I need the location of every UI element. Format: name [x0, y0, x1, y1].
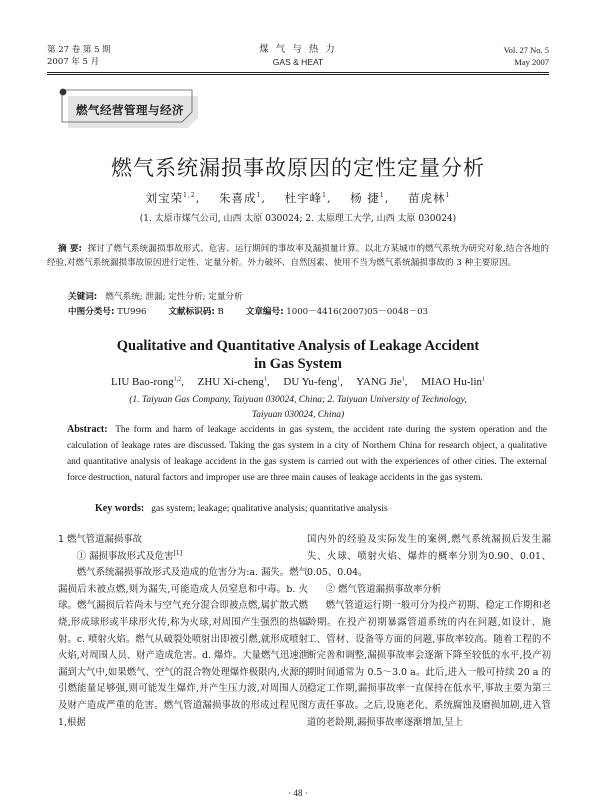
paper-title-en-line2: in Gas System — [254, 356, 342, 372]
author-affil-mark: 1 — [379, 192, 385, 200]
page-number: · 48 · — [288, 788, 308, 798]
author-affil-mark-en: 1 — [263, 376, 267, 383]
header-rule-thin — [47, 74, 549, 75]
author-name-en: DU Yu-feng — [283, 376, 338, 388]
subsection-heading: ② 燃气管道漏损事故率分析 — [325, 583, 442, 595]
author-name: 杜宇峰 — [284, 191, 323, 205]
author-affil-mark: 1,2 — [183, 192, 196, 200]
affiliation-cn: (1. 太原市煤气公司, 山西 太原 030024; 2. 太原理工大学, 山西 太原 030024) — [139, 214, 457, 224]
journal-name-cn: 煤 气 与 热 力 — [259, 44, 337, 55]
abstract-label-en: Abstract: — [67, 424, 108, 435]
author-affil-mark-en: 1,2 — [173, 376, 182, 383]
author-name-en: ZHU Xi-cheng — [197, 376, 264, 388]
author-name: 苗虎林 — [407, 191, 446, 205]
citation-ref: [1] — [173, 549, 183, 557]
doc-code-label: 文献标识码: — [168, 307, 215, 317]
column-label: 燃气经营管理与经济 — [76, 103, 184, 117]
clc-label: 中图分类号: — [68, 307, 115, 317]
author-affil-mark: 1 — [322, 192, 327, 200]
author-affil-mark-en: 1 — [401, 376, 405, 383]
volume-issue: 第 27 卷 第 5 期 — [47, 45, 111, 55]
affiliation-en-line2: Taiyuan 030024, China) — [251, 410, 345, 420]
abstract-text-cn: 探讨了燃气系统漏损事故形式、危害、运行期间的事故率及漏损量计算。以北方某城市的燃气系统为研究对象,结合各地的经验,对燃气系统漏损事故原因进行定性、定量分析。外力破坏、自然因素、使用不当为燃气系统漏损事故的 3 种主要原因。 — [47, 244, 550, 269]
body-column-left — [58, 532, 308, 731]
subsection-title: ① 漏损事故形式及危害 — [76, 550, 174, 562]
abstract-cn — [47, 242, 549, 270]
author-list-en: LIU Bao-rong$^{1,2}$, ZHU Xi-cheng$^1$, DU Yu-feng$^1$, YANG Jie$^1$, MIAO Hu-lin$^1$ — [110, 376, 486, 388]
author-name: 刘宝荣 — [145, 191, 184, 205]
author-affil-mark-en: 1 — [337, 376, 341, 383]
doc-code-value: B — [217, 307, 224, 317]
abstract-en — [67, 422, 547, 486]
journal-volume-info-en — [504, 44, 549, 68]
body-paragraph: 燃气管道运行期一般可分为投产初期、稳定工作期和老龄期。在投产初期暴露管道系统的内在问题,如设计、施工、管材、设备等方面的问题,事故率较高。随着工程的不断完善和调整,漏损事故率会逐渐下降至较低的水平,投产初期时间通常为 0.5～3.0 a。此后,进入一般可持续 20 a 的稳定工作期,漏损事故率一直保持在低水平,事故主要为第三方责任事故。之后,设施老化、系统腐蚀及磨损加剧,进入管道的老龄期,漏损事故率逐渐增加,呈上 — [307, 600, 551, 728]
paper-title-en-line1: Qualitative and Quantitative Analysis of Leakage Accident — [116, 338, 480, 354]
header-rule — [47, 72, 549, 73]
paper-title-en — [0, 337, 596, 373]
body-column-right — [307, 532, 551, 731]
author-name-en: MIAO Hu-lin — [421, 376, 483, 388]
article-id-value: 1000－4416(2007)05－0048－03 — [286, 307, 429, 317]
author-name-en: LIU Bao-rong — [110, 376, 174, 388]
author-affil-mark: 1 — [445, 192, 451, 200]
author-list-cn: 刘宝荣$^{1,2}$, 朱喜成$^1$, 杜宇峰$^1$, 杨 捷$^1$, 苗虎林$^1$ — [145, 191, 451, 205]
subsection-heading — [58, 549, 308, 566]
keywords-text-en: gas system; leakage; qualitative analysis; quantitative analysis — [151, 504, 388, 514]
article-id-label: 文章编号: — [245, 307, 284, 317]
body-paragraph: 燃气系统漏损事故形式及造成的危害分为:a. 漏失。燃气漏损后未被点燃,则为漏失,可能造成人员窒息和中毒。b. 火球。燃气漏损后若尚未与空气充分混合即被点燃,属扩散式燃烧,形成球形或半球形火传,称为火球,对周围产生强烈的热辐射。c. 喷射火焰。燃气从破裂处喷射出即被引燃,就形成喷射火焰,对周围人员、财产造成危害。d. 爆炸。大量燃气迅速泄漏到大气中,如果燃气、空气的混合物处理爆炸极限内,火源的引燃能量足够强,则可能发生爆炸,并产生压力波,对周围人员及财产造成严重的危害。燃气管道漏损事故的形成过程见图 1,根据 — [58, 567, 308, 728]
volume-issue-en: Vol. 27 No. 5 — [503, 45, 549, 55]
affiliation-en — [0, 393, 596, 423]
body-paragraph: 国内外的经验及实际发生的案例,燃气系统漏损后发生漏失、火球、喷射火焰、爆炸的概率分别为0.90、0.01、0.05、0.04。 — [307, 534, 551, 579]
issue-date-en: May 2007 — [514, 57, 549, 67]
keywords-label-cn: 关键词: — [68, 292, 98, 302]
keywords-en — [95, 503, 388, 514]
author-name: 杨 捷 — [350, 191, 380, 205]
abstract-label-cn: 摘 要: — [58, 244, 82, 254]
column-badge — [58, 86, 206, 134]
abstract-text-en: The form and harm of leakage accidents in gas system, the accident rate during the system operation and the calculation of leakage rates are discussed. Taking the gas system in a city of Northern China for research object, a qualitative and quantitative analysis of leakage accident in the gas system is carried out with the experiences of other cities. The external force destruction, natural factors and improper use are three main causes of leakage accidents in the gas system. — [67, 425, 548, 483]
author-name: 朱喜成 — [219, 191, 257, 205]
keywords-label-en: Key words: — [95, 503, 145, 514]
keywords-text-cn: 燃气系统; 泄漏; 定性分析; 定量分析 — [105, 292, 243, 302]
paper-title-cn: 燃气系统漏损事故原因的定性定量分析 — [111, 156, 485, 180]
author-affil-mark: 1 — [256, 192, 262, 200]
author-name-en: YANG Jie — [356, 376, 402, 388]
clc-value: TU996 — [117, 307, 147, 317]
keywords-cn — [68, 290, 243, 304]
section-heading: 1 燃气管道漏损事故 — [58, 534, 142, 545]
classification-info — [68, 305, 428, 319]
issue-date: 2007 年 5 月 — [47, 57, 100, 67]
author-affil-mark-en: 1 — [482, 376, 486, 383]
journal-name-en: GAS & HEAT — [272, 57, 324, 67]
affiliation-en-line1: (1. Taiyuan Gas Company, Taiyuan 030024, China; 2. Taiyuan University of Technology, — [129, 395, 467, 405]
